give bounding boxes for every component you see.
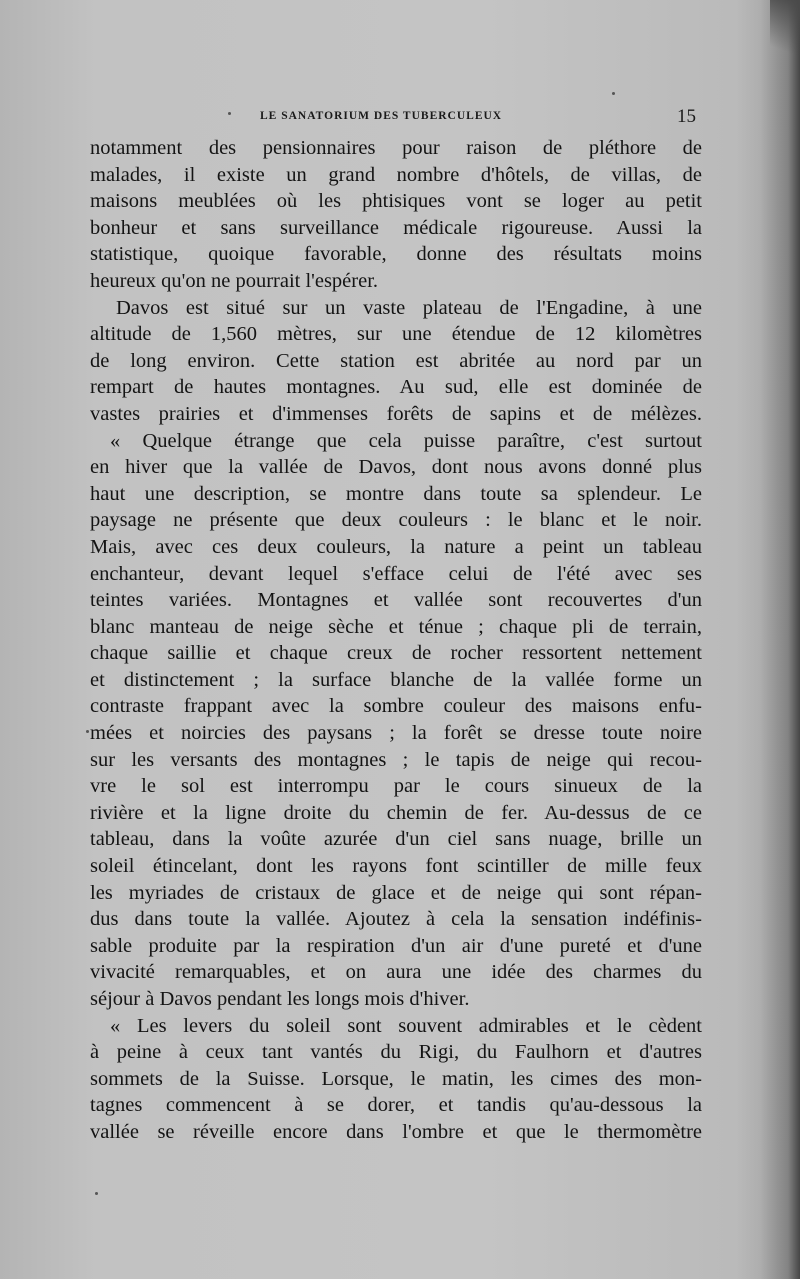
text-line: de long environ. Cette station est abritée au nord par un (90, 349, 702, 372)
text-line: dus dans toute la vallée. Ajoutez à cela la sensation indéfinis- (90, 908, 702, 931)
page-edge-shadow (760, 0, 800, 1279)
text-line: haut une description, se montre dans toute sa splendeur. Le (90, 482, 702, 505)
text-line: sable produite par la respiration d'un air d'une pureté et d'une (90, 934, 702, 957)
running-title: LE SANATORIUM DES TUBERCULEUX (260, 110, 503, 122)
text-line: sur les versants des montagnes ; le tapis de neige qui recou- (90, 748, 702, 771)
text-line: rempart de hautes montagnes. Au sud, elle est dominée de (90, 376, 702, 399)
text-line: chaque saillie et chaque creux de rocher ressortent nettement (90, 642, 702, 665)
text-line: malades, il existe un grand nombre d'hôtels, de villas, de (90, 163, 702, 186)
paper-speck (228, 112, 231, 115)
text-line: tagnes commencent à se dorer, et tandis qu'au-dessous la (90, 1094, 702, 1117)
text-line: « Quelque étrange que cela puisse paraître, c'est surtout (110, 429, 702, 452)
text-line: notamment des pensionnaires pour raison de pléthore de (90, 137, 702, 159)
text-line: vivacité remarquables, et on aura une idée des charmes du (90, 961, 702, 984)
text-line: maisons meublées où les phtisiques vont se loger au petit (90, 190, 702, 213)
text-line: paysage ne présente que deux couleurs : le blanc et le noir. (90, 509, 702, 532)
text-line: contraste frappant avec la sombre couleur des maisons enfu- (90, 695, 702, 718)
text-line: les myriades de cristaux de glace et de neige qui sont répan- (90, 881, 702, 904)
text-line: enchanteur, devant lequel s'efface celui de l'été avec ses (90, 562, 702, 585)
text-line: séjour à Davos pendant les longs mois d'hiver. (90, 988, 470, 1010)
paper-speck (612, 92, 615, 95)
text-line: soleil étincelant, dont les rayons font scintiller de mille feux (90, 855, 702, 878)
text-line: tableau, dans la voûte azurée d'un ciel sans nuage, brille un (90, 828, 702, 851)
text-line: bonheur et sans surveillance médicale rigoureuse. Aussi la (90, 216, 702, 239)
paper-speck (95, 1192, 98, 1195)
text-line: « Les levers du soleil sont souvent admirables et le cèdent (110, 1014, 702, 1037)
text-line: teintes variées. Montagnes et vallée sont recouvertes d'un (90, 589, 702, 612)
text-line: rivière et la ligne droite du chemin de fer. Au-dessus de ce (90, 801, 702, 824)
text-line: en hiver que la vallée de Davos, dont nous avons donné plus (90, 456, 702, 479)
page-header (90, 106, 700, 130)
page-number: 15 (677, 106, 696, 127)
text-line: sommets de la Suisse. Lorsque, le matin, les cimes des mon- (90, 1067, 702, 1090)
text-line: altitude de 1,560 mètres, sur une étendue de 12 kilomètres (90, 323, 702, 346)
text-line: mées et noircies des paysans ; la forêt se dresse toute noire (90, 722, 702, 745)
text-line: vallée se réveille encore dans l'ombre et que le thermomètre (90, 1120, 702, 1143)
text-line: vastes prairies et d'immenses forêts de sapins et de mélèzes. (90, 402, 702, 425)
text-line: vre le sol est interrompu par le cours sinueux de la (90, 775, 702, 798)
text-line: Mais, avec ces deux couleurs, la nature a peint un tableau (90, 535, 702, 558)
paper-speck (86, 730, 89, 733)
text-line: statistique, quoique favorable, donne des résultats moins (90, 243, 702, 266)
text-line: heureux qu'on ne pourrait l'espérer. (90, 269, 379, 292)
text-line: et distinctement ; la surface blanche de la vallée forme un (90, 668, 702, 691)
text-line: à peine à ceux tant vantés du Rigi, du Faulhorn et d'autres (90, 1041, 702, 1064)
text-line: Davos est situé sur un vaste plateau de l'Engadine, à une (116, 296, 702, 319)
page-corner-shadow (770, 0, 800, 60)
text-line: blanc manteau de neige sèche et ténue ; chaque pli de terrain, (90, 615, 702, 638)
body-text (90, 135, 702, 1146)
